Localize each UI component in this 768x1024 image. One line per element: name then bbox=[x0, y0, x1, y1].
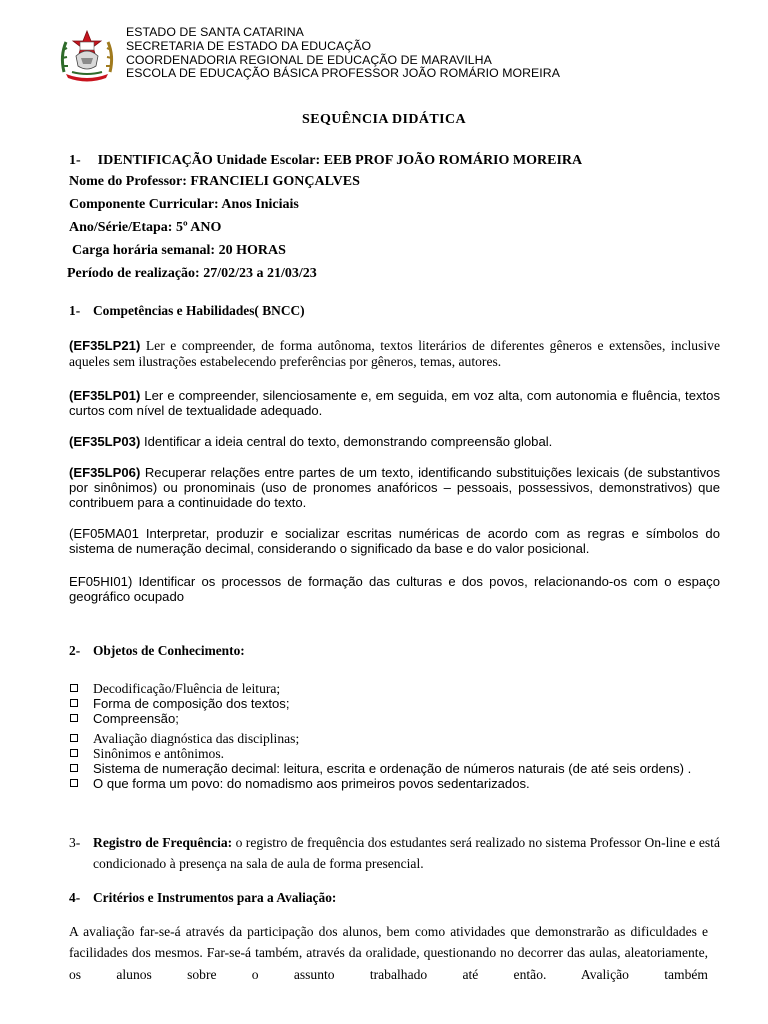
knowledge-objects-heading-text: Objetos de Conhecimento: bbox=[93, 643, 245, 658]
competencies-number: 1- bbox=[69, 303, 81, 318]
competency-code: (EF35LP03) bbox=[69, 434, 141, 449]
realization-period: Período de realização: 27/02/23 a 21/03/23 bbox=[67, 266, 317, 281]
checkbox-bullet-icon bbox=[70, 779, 78, 787]
header-line-coordination: COORDENADORIA REGIONAL DE EDUCAÇÃO DE MARAVILHA bbox=[126, 52, 492, 67]
header-line-secretariat: SECRETARIA DE ESTADO DA EDUCAÇÃO bbox=[126, 38, 372, 53]
list-item bbox=[69, 681, 729, 696]
competency-text: Identificar a ideia central do texto, demonstrando compreensão global. bbox=[140, 434, 553, 449]
checkbox-bullet-icon bbox=[70, 749, 78, 757]
attendance-section bbox=[69, 833, 720, 874]
list-item-text: Sinônimos e antônimos. bbox=[93, 745, 225, 761]
weekly-workload: Carga horária semanal: 20 HORAS bbox=[72, 243, 286, 258]
competency-item bbox=[69, 574, 720, 604]
list-item bbox=[69, 746, 729, 761]
list-item bbox=[69, 731, 729, 746]
competency-text: Ler e compreender, de forma autônoma, textos literários de diferentes gêneros e extensões, inclusive aqueles sem ilustrações estabelecendo preferências por gêneros, temas, autores. bbox=[69, 338, 720, 370]
competency-text: EF05HI01) Identificar os processos de formação das culturas e dos povos, relacionando-os com o espaço geográfico ocupado bbox=[69, 574, 720, 605]
competency-item bbox=[69, 338, 720, 371]
checkbox-bullet-icon bbox=[70, 699, 78, 707]
competencies-heading-text: Competências e Habilidades( BNCC) bbox=[93, 303, 305, 318]
identification-number: 1- bbox=[69, 153, 81, 168]
curricular-component: Componente Curricular: Anos Iniciais bbox=[69, 197, 299, 212]
document-title: SEQUÊNCIA DIDÁTICA bbox=[302, 112, 466, 127]
list-item-text: Sistema de numeração decimal: leitura, escrita e ordenação de números naturais (de até seis ordens) . bbox=[93, 761, 692, 777]
competency-item bbox=[69, 526, 720, 556]
knowledge-objects-number: 2- bbox=[69, 643, 81, 658]
competency-code: (EF35LP21) bbox=[69, 338, 141, 353]
evaluation-heading-text: Critérios e Instrumentos para a Avaliação: bbox=[93, 890, 337, 905]
attendance-number: 3- bbox=[69, 835, 81, 850]
list-item-text: Decodificação/Fluência de leitura; bbox=[93, 681, 281, 696]
knowledge-objects-heading bbox=[69, 643, 245, 659]
evaluation-number: 4- bbox=[69, 890, 81, 905]
competency-text: (EF05MA01 Interpretar, produzir e socializar escritas numéricas de acordo com as regras e símbolos do sistema de numeração decimal, considerando o significado da base e do valor posicional. bbox=[69, 526, 720, 557]
checkbox-bullet-icon bbox=[70, 734, 78, 742]
evaluation-heading bbox=[69, 890, 336, 906]
coat-of-arms-icon bbox=[58, 28, 116, 82]
identification-heading-text: IDENTIFICAÇÃO Unidade Escolar: EEB PROF JOÃO ROMÁRIO MOREIRA bbox=[97, 153, 583, 168]
checkbox-bullet-icon bbox=[70, 684, 78, 692]
competency-text: Ler e compreender, silenciosamente e, em seguida, em voz alta, com autonomia e fluência, textos curtos com nível de textualidade adequado. bbox=[69, 388, 720, 419]
list-item-text: Forma de composição dos textos; bbox=[93, 696, 290, 712]
grade-level: Ano/Série/Etapa: 5º ANO bbox=[69, 220, 222, 235]
checkbox-bullet-icon bbox=[70, 764, 78, 772]
institution-header bbox=[126, 26, 560, 81]
competency-item bbox=[69, 388, 720, 418]
list-item-text: Compreensão; bbox=[93, 711, 179, 727]
list-item-text: O que forma um povo: do nomadismo aos primeiros povos sedentarizados. bbox=[93, 776, 530, 792]
competencies-heading bbox=[69, 303, 305, 319]
list-item-text: Avaliação diagnóstica das disciplinas; bbox=[93, 730, 300, 746]
competency-item bbox=[69, 434, 720, 449]
list-item bbox=[69, 761, 703, 776]
list-item bbox=[69, 776, 729, 791]
list-item bbox=[69, 696, 729, 711]
professor-name: Nome do Professor: FRANCIELI GONÇALVES bbox=[69, 174, 360, 189]
competency-text: Recuperar relações entre partes de um texto, identificando substituições lexicais (de substantivos por sinônimos) ou pronominais (uso de pronomes anafóricos – pessoais, possessivos, demonstrativos) que contribuem para a continuidade do texto. bbox=[69, 465, 720, 511]
competency-code: (EF35LP01) bbox=[69, 388, 141, 403]
competency-code: (EF35LP06) bbox=[69, 465, 141, 480]
attendance-text: o registro de frequência dos estudantes será realizado no sistema Professor On-line e está condicionado à presença na sala de aula de forma presencial. bbox=[93, 835, 720, 871]
list-item bbox=[69, 711, 729, 726]
competency-item bbox=[69, 465, 720, 511]
checkbox-bullet-icon bbox=[70, 714, 78, 722]
header-line-state: ESTADO DE SANTA CATARINA bbox=[126, 25, 304, 39]
evaluation-text: A avaliação far-se-á através da participação dos alunos, bem como atividades que demonstrarão as dificuldades e facilidades dos mesmos. Far-se-á também, através da oralidade, questionando no decorrer das aulas, aleatoriamente, os alunos sobre o assunto trabalhado até então. Avalição também bbox=[69, 924, 708, 982]
knowledge-objects-list bbox=[69, 681, 729, 791]
header-line-school: ESCOLA DE EDUCAÇÃO BÁSICA PROFESSOR JOÃO ROMÁRIO MOREIRA bbox=[126, 66, 560, 81]
attendance-label: Registro de Frequência: bbox=[93, 835, 233, 850]
identification-heading bbox=[69, 153, 582, 169]
